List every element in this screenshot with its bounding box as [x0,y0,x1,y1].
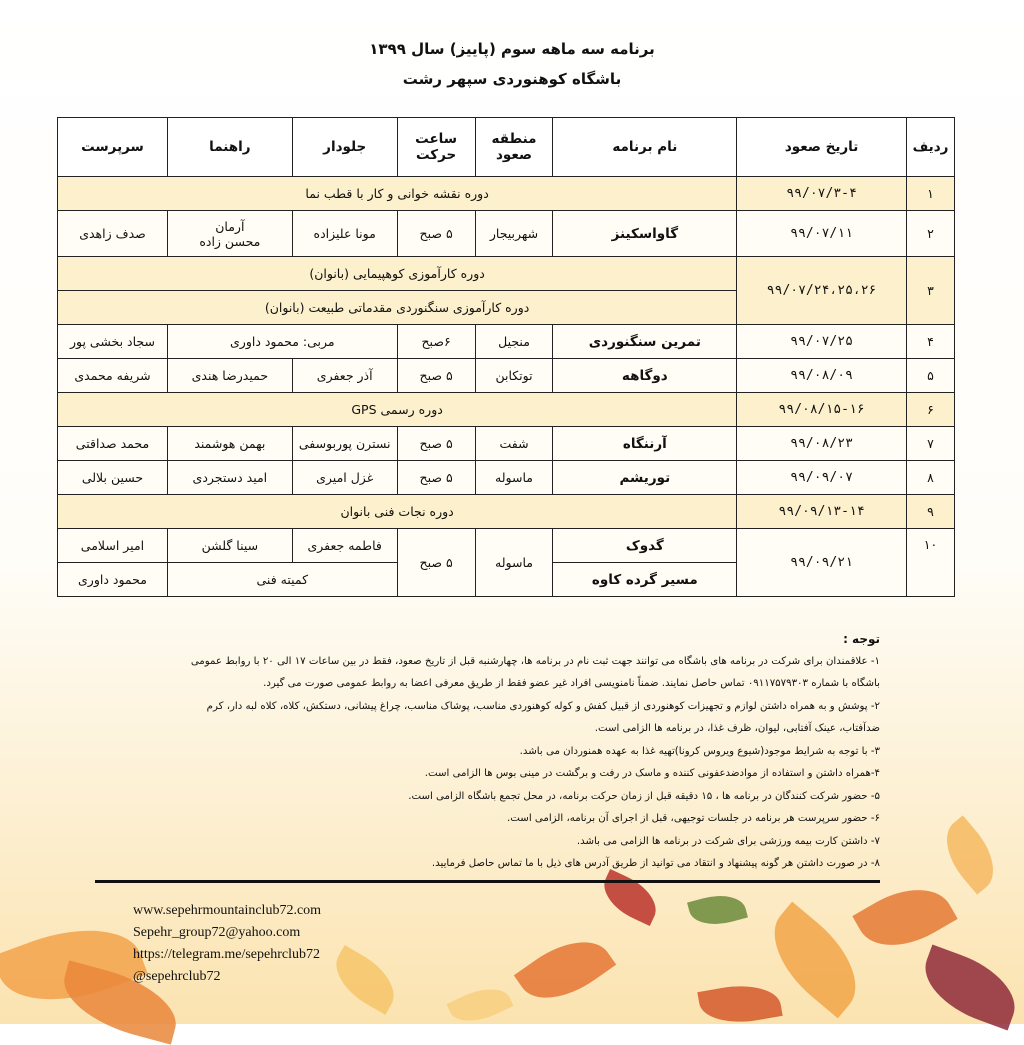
row-number: ۶ [907,393,955,427]
departure-time: ۵ صبح [397,427,475,461]
program-name: گاواسکینز [553,211,737,257]
row-number: ۸ [907,461,955,495]
departure-time: ۵ صبح [397,359,475,393]
row-number: ۳ [907,257,955,325]
leader-name: آذر جعفری [292,359,397,393]
email-link[interactable]: Sepehr_group72@yahoo.com [133,925,301,940]
table-row [58,461,955,495]
supervisor-name: حسین بلالی [58,461,168,495]
website-link[interactable]: www.sepehrmountainclub72.com [133,903,322,918]
divider [95,880,880,883]
col-leader-header: جلودار [292,118,397,177]
note-item: ۲- پوشش و به همراه داشتن لوازم و تجهیزات کوهنوردی از قبیل کفش و کوله کوهنوردی مناسب، پوشاک مناسب، چراغ پیشانی، دستکش، کلاه، کلاه لبه دار، کرم [206,700,880,712]
supervisor-name: امیر اسلامی [58,529,168,563]
ascent-region: منجیل [475,325,553,359]
guide-name: سینا گلشن [167,529,292,563]
table-row [58,495,955,529]
row-number: ۱۰ [907,529,955,597]
program-name: توریشم [553,461,737,495]
guide-leader-name: کمیته فنی [167,563,397,597]
note-item: ضدآفتاب، عینک آفتابی، لیوان، ظرف غذا، در برنامه ها الزامی است. [594,723,880,734]
program-name: تمرین سنگنوردی [553,325,737,359]
supervisor-name: شریفه محمدی [58,359,168,393]
ascent-region: شفت [475,427,553,461]
leader-name: مونا علیزاده [292,211,397,257]
note-item: ۱- علاقمندان برای شرکت در برنامه های باشگاه می توانند جهت ثبت نام در برنامه ها، چهارشنبه قبل از تاریخ صعود، فقط در بین ساعات ۱۷ الی ۲۰ با روابط عمومی [190,655,880,667]
col-supervisor-header: سرپرست [58,118,168,177]
telegram-link[interactable]: https://telegram.me/sepehrclub72 [133,947,321,962]
ascent-date: ۹۹/۰۷/۲۴،۲۵،۲۶ [737,257,907,325]
row-number: ۷ [907,427,955,461]
departure-time: ۶صبح [397,325,475,359]
page-subtitle: باشگاه کوهنوردی سپهر رشت [402,70,622,88]
table-row [58,427,955,461]
ascent-region: توتکابن [475,359,553,393]
course-title: دوره رسمی GPS [58,393,737,427]
table-row [58,393,955,427]
ascent-date: ۹۹/۰۸/۰۹ [737,359,907,393]
supervisor-name: محمود داوری [58,563,168,597]
col-program-header: نام برنامه [553,118,737,177]
course-title: دوره کارآموزی سنگنوردی مقدماتی طبیعت (بانوان) [58,291,737,325]
note-item: باشگاه با شماره ۰۹۱۱۷۵۷۹۳۰۳ تماس حاصل نمایند. ضمناً نامنویسی افراد غیر عضو فقط از طریق معرفی اعضا به روابط عمومی صورت می گیرد. [263,678,880,689]
guide-name-line2: محسن زاده [199,233,261,249]
social-handle[interactable]: @sepehrclub72 [133,969,221,984]
leader-name: فاطمه جعفری [292,529,397,563]
program-name: آرننگاه [553,427,737,461]
row-number: ۱ [907,177,955,211]
supervisor-name: محمد صداقتی [58,427,168,461]
note-item: ۴-همراه داشتن و استفاده از موادضدعفونی کننده و ماسک در رفت و برگشت در مینی بوس ها الزامی است. [424,768,880,779]
program-name: دوگاهه [553,359,737,393]
guide-name-line1: آرمان [215,218,245,234]
leader-name: نسترن پوربوسفی [292,427,397,461]
notes-section [130,628,880,876]
departure-time: ۵ صبح [397,529,475,597]
row-number: ۲ [907,211,955,257]
table-row [58,211,955,257]
ascent-date: ۹۹/۰۹/۱۳-۱۴ [737,495,907,529]
page-title: برنامه سه ماهه سوم (پاییز) سال ۱۳۹۹ [369,40,655,58]
ascent-date: ۹۹/۰۷/۱۱ [737,211,907,257]
table-row [58,177,955,211]
ascent-region: شهربیجار [475,211,553,257]
course-title: دوره کارآموزی کوهپیمایی (بانوان) [58,257,737,291]
table-row [58,529,955,563]
course-title: دوره نجات فنی بانوان [58,495,737,529]
ascent-date: ۹۹/۰۷/۳-۴ [737,177,907,211]
table-row [58,257,955,291]
note-item: ۸- در صورت داشتن هر گونه پیشنهاد و انتقاد می توانید از طریق آدرس های ذیل با ما تماس حاصل فرمایید. [431,858,880,869]
guide-name [167,211,292,257]
leader-name: غزل امیری [292,461,397,495]
notes-title: توجه : [843,632,880,646]
note-item: ۵- حضور شرکت کنندگان در برنامه ها ، ۱۵ دقیقه قبل از زمان حرکت برنامه، در محل تجمع باشگاه الزامی است. [408,790,880,802]
col-row-header: ردیف [907,118,955,177]
departure-time: ۵ صبح [397,211,475,257]
ascent-region: ماسوله [475,461,553,495]
col-time-header: ساعت حرکت [397,118,475,177]
supervisor-name: سجاد بخشی پور [58,325,168,359]
col-date-header: تاریخ صعود [737,118,907,177]
ascent-date: ۹۹/۰۸/۱۵-۱۶ [737,393,907,427]
table-header-row [58,118,955,177]
supervisor-name: صدف زاهدی [58,211,168,257]
guide-name: بهمن هوشمند [167,427,292,461]
ascent-region: ماسوله [475,529,553,597]
ascent-date: ۹۹/۰۷/۲۵ [737,325,907,359]
row-number: ۴ [907,325,955,359]
note-item: ۶- حضور سرپرست هر برنامه در جلسات توجیهی، قبل از اجرای آن برنامه، الزامی است. [507,813,880,824]
ascent-date: ۹۹/۰۹/۰۷ [737,461,907,495]
program-name: گدوک [553,529,737,563]
row-number: ۵ [907,359,955,393]
ascent-date: ۹۹/۰۸/۲۳ [737,427,907,461]
guide-name: حمیدرضا هندی [167,359,292,393]
col-region-header: منطقه صعود [475,118,553,177]
departure-time: ۵ صبح [397,461,475,495]
program-name: مسیر گرده کاوه [553,563,737,597]
table-row [58,325,955,359]
row-number: ۹ [907,495,955,529]
note-item: ۳- با توجه به شرایط موجود(شیوع ویروس کرونا)تهیه غذا به عهده همنوردان می باشد. [519,745,880,757]
coach-name: مربی: محمود داوری [167,325,397,359]
ascent-date: ۹۹/۰۹/۲۱ [737,529,907,597]
course-title: دوره نقشه خوانی و کار با قطب نما [58,177,737,211]
col-guide-header: راهنما [167,118,292,177]
guide-name: امید دستجردی [167,461,292,495]
note-item: ۷- داشتن کارت بیمه ورزشی برای شرکت در برنامه ها الزامی می باشد. [576,835,880,847]
contacts [133,900,321,988]
table-row [58,359,955,393]
schedule-table [57,117,955,597]
